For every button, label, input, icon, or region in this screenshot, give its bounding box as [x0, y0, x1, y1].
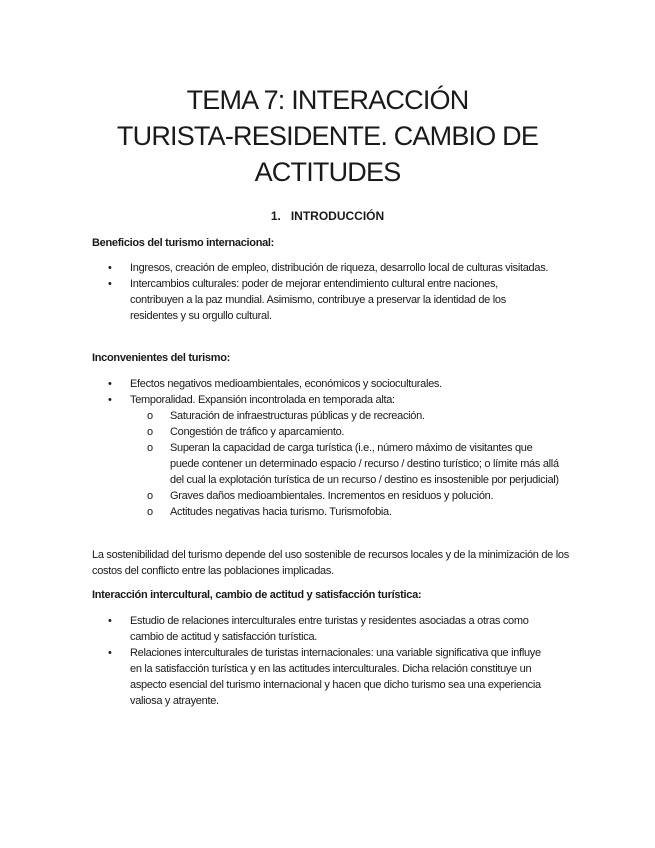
list-item	[0, 645, 550, 709]
sublist-item	[130, 424, 560, 440]
list-item-text: Estudio de relaciones interculturales entre turistas y residentes asociadas a otras como cambio de actitud y satisfacción turística.	[130, 615, 529, 643]
benefits-list	[0, 260, 550, 324]
bullet-icon: •	[108, 394, 112, 406]
circle-bullet-icon: o	[147, 506, 153, 518]
list-item-text: Efectos negativos medioambientales, económicos y socioculturales.	[130, 378, 442, 390]
sublist-item-text: Graves daños medioambientales. Incrementos en residuos y polución.	[170, 490, 494, 502]
bullet-icon: •	[108, 278, 112, 290]
circle-bullet-icon: o	[147, 442, 153, 454]
bullet-icon: •	[108, 615, 112, 627]
list-item-text: Intercambios culturales: poder de mejorar entendimiento cultural entre naciones, contribuyen a la paz mundial. Asimismo, contribuye a preservar la identidad de los residentes y su orgullo cultural.	[130, 278, 506, 322]
section-heading	[0, 208, 655, 224]
intercultural-list	[0, 613, 550, 709]
sublist-item-text: Superan la capacidad de carga turística (i.e., número máximo de visitantes que puede contener un determinado espacio / recurso / destino turístico; o límite más allá del cual la explotación turística de un recurso / destino es insostenible por perjudicial)	[170, 442, 559, 486]
benefits-heading: Beneficios del turismo internacional:	[92, 237, 275, 249]
sublist-item-text: Saturación de infraestructuras públicas y de recreación.	[170, 410, 425, 422]
title-line-2: TURISTA-RESIDENTE. CAMBIO DE	[116, 121, 539, 151]
sublist-item	[130, 504, 560, 520]
intercultural-heading: Interacción intercultural, cambio de actitud y satisfacción turística:	[92, 589, 422, 601]
section-number: 1.	[270, 209, 281, 223]
sublist-item-text: Congestión de tráfico y aparcamiento.	[170, 426, 345, 438]
drawbacks-heading: Inconvenientes del turismo:	[92, 352, 230, 364]
drawbacks-list	[0, 376, 559, 520]
section-label: INTRODUCCIÓN	[290, 209, 385, 223]
list-item	[0, 260, 550, 276]
sustainability-paragraph: La sostenibilidad del turismo depende del uso sostenible de recursos locales y de la minimización de los costos del conflicto entre las poblaciones implicadas.	[92, 549, 569, 577]
sublist-item	[130, 408, 560, 424]
document-title	[40, 82, 615, 190]
list-item	[0, 392, 559, 520]
bullet-icon: •	[108, 378, 112, 390]
title-line-3: ACTITUDES	[254, 157, 401, 187]
list-item-text: Ingresos, creación de empleo, distribución de riqueza, desarrollo local de culturas visitadas.	[130, 262, 549, 274]
bullet-icon: •	[108, 262, 112, 274]
title-line-1: TEMA 7: INTERACCIÓN	[186, 85, 469, 115]
drawbacks-sublist	[130, 408, 559, 520]
list-item	[0, 276, 550, 324]
list-item	[0, 613, 550, 645]
sublist-item-text: Actitudes negativas hacia turismo. Turismofobia.	[170, 506, 392, 518]
sublist-item	[130, 440, 560, 488]
sublist-item	[130, 488, 560, 504]
bullet-icon: •	[108, 647, 112, 659]
circle-bullet-icon: o	[147, 410, 153, 422]
circle-bullet-icon: o	[147, 490, 153, 502]
circle-bullet-icon: o	[147, 426, 153, 438]
list-item-text: Relaciones interculturales de turistas internacionales: una variable significativa que influye en la satisfacción turística y en las actitudes interculturales. Dicha relación constituye un aspecto esencial del turismo internacional y hacen que dicho turismo sea una experiencia valiosa y atrayente.	[130, 647, 541, 707]
list-item	[0, 376, 550, 392]
list-item-text: Temporalidad. Expansión incontrolada en temporada alta:	[130, 394, 395, 406]
